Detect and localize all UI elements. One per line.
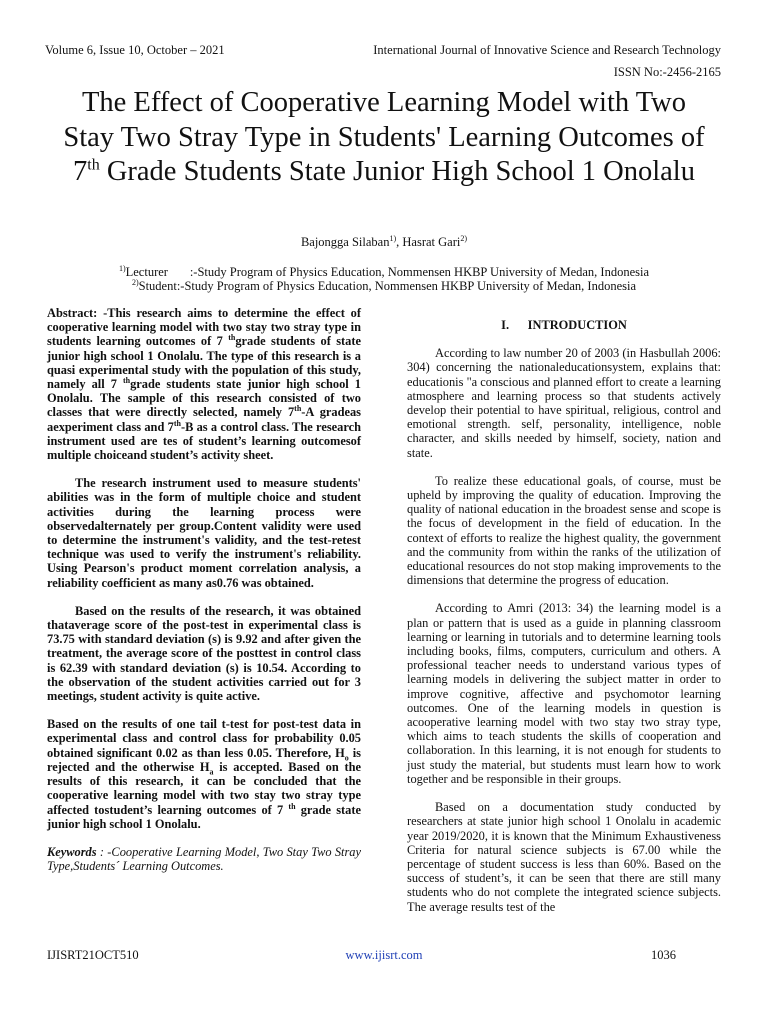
introduction-column — [407, 318, 721, 914]
abstract-paragraph-3: Based on the results of the research, it was obtained thataverage score of the post-test in experimental class is 73.75 with standard deviation (s) is 9.92 and after given the treatment, the average score of the posttest in control class is 62.39 with standard deviation (s) is 10.54. According to the observation of the student activities carried out for 3 meetings, student activity is quite active. — [47, 603, 361, 704]
superscript: th — [173, 418, 181, 428]
affiliation-1-mark: 1) — [118, 264, 126, 273]
superscript: th — [288, 801, 296, 811]
abstract-text: grade students state junior high school 1 Onolalu. The sample of this research consisted of two classes that were directly selected, namely 7 — [47, 377, 361, 420]
authors — [0, 234, 768, 250]
abstract-text: grade state junior high school 1 Onolalu. — [47, 802, 361, 831]
author-1-mark: 1) — [389, 234, 397, 243]
abstract-text: grade students of state junior high school 1 Onolalu. The type of this research is a quasi experimental study with the population of this study, namely all 7 — [47, 334, 361, 392]
journal-volume: Volume 6, Issue 10, October – 2021 — [45, 43, 225, 57]
journal-name: International Journal of Innovative Science and Research Technology — [373, 43, 721, 57]
author-separator: , — [396, 235, 403, 250]
paper-id: IJISRT21OCT510 — [47, 948, 139, 962]
page-number: 1036 — [651, 948, 676, 962]
abstract-text: is accepted. Based on the results of this research, it can be concluded that the cooperative learning model with two stay two stray type affected tostudent’s learning outcomes of 7 — [47, 759, 361, 817]
abstract-text: -B as a control class. The research instrument used are tes of student’s learning outcomesof multiple choiceand student’s activity sheet. — [47, 419, 361, 463]
superscript: th — [228, 333, 236, 343]
superscript: th — [122, 375, 131, 385]
intro-paragraph-4: Based on a documentation study conducted by researchers at state junior high school 1 Onolalu in academic year 2019/2020, it is known that the Minimum Exhaustiveness Criteria for natural science subjects is 67.00 while the percentage of student success is less than 60%. Based on the success of student’s, it can be seen that there are still many students who do not complete the integrated science subjects. The average results test of the — [407, 800, 721, 914]
abstract-text: Abstract: -This research aims to determine the effect of cooperative learning model with two stay two stray type in students learning outcomes of 7 — [47, 306, 361, 349]
title-superscript: th — [87, 156, 100, 174]
affiliation-1-text: Lecturer :-Study Program of Physics Education, Nommensen HKBP University of Medan, Indonesia — [125, 265, 650, 280]
abstract-text: Based on the results of one tail t-test for post-test data in experimental class and control class for probability 0.05 obtained significant 0.02 as than less 0.05. Therefore, H — [47, 717, 361, 760]
issn: ISSN No:-2456-2165 — [613, 65, 721, 79]
author-2: Hasrat Gari — [402, 235, 461, 250]
abstract-text: -A gradeas aexperiment class and 7 — [47, 405, 361, 434]
abstract-paragraph-2: The research instrument used to measure students' abilities was in the form of multiple choice and student activities during the learning process were observedalternately per group.Content validity were used to determine the instrument's validity, and the test-retest technique was used to verify the instrument's reliability. Using Pearson's product moment correlation analysis, a reliability coefficient as many as0.76 was obtained. — [47, 476, 361, 590]
abstract-column — [47, 306, 361, 873]
affiliation-2 — [0, 276, 768, 293]
subscript: a — [209, 767, 214, 777]
section-heading: I. INTRODUCTION — [501, 318, 627, 332]
abstract-text: is rejected and the otherwise H — [47, 745, 361, 774]
superscript: th — [294, 404, 302, 414]
title-part-1: The Effect of Cooperative Learning Model with Two Stay Two Stray Type in Students' Learning Outcomes of 7 — [63, 87, 705, 187]
keywords — [47, 845, 361, 873]
paper-title — [60, 86, 708, 190]
keywords-label: Keywords — [47, 844, 97, 859]
abstract-paragraph-4 — [47, 717, 361, 831]
intro-paragraph-1: According to law number 20 of 2003 (in Hasbullah 2006: 304) concerning the nationaleducationsystem, explains that: educationis "a conscious and planned effort to create a learning atmosphere and learning process so that students actively develop their potential to have spiritual, religious, control and emotional strength. self, personality, intelligence, noble character, and skills needed by himself, society, nation and state. — [407, 346, 721, 460]
journal-website-link[interactable]: www.ijisrt.com — [345, 948, 423, 962]
intro-paragraph-3: According to Amri (2013: 34) the learning model is a plan or pattern that is used as a guide in planning classroom learning or learning in tutorials and to determine learning tools including books, films, computers, curriculum and others. A professional teacher needs to understand various types of learning models in delivering the subject matter in order to improve cognitive, affective and psychomotor learning outcomes. One of the learning models in question is acooperative learning model with two stay two stray type, which aims to teach students the skills of cooperation and collaboration. In this learning, it is not enough for students to just study the material, but students must learn how to work together and be responsible in their groups. — [407, 601, 721, 786]
affiliation-2-mark: 2) — [131, 278, 139, 287]
author-1: Bajongga Silaban — [300, 235, 390, 250]
subscript: o — [344, 753, 349, 763]
abstract-paragraph-1 — [47, 306, 361, 462]
intro-paragraph-2: To realize these educational goals, of course, must be upheld by improving the quality of education. Improving the quality of national education in the broadest sense and scope is the focus of development in the field of education. In the context of efforts to realize the highest quality, the government and the community from within the ranks of the utilization of educational resources do not stop making improvements to the dimensions that determine the progress of education. — [407, 473, 721, 588]
affiliation-2-text: Student:-Study Program of Physics Education, Nommensen HKBP University of Medan, Indonesia — [138, 279, 637, 294]
keywords-text: : -Cooperative Learning Model, Two Stay Two Stray Type,Students´ Learning Outcomes. — [47, 844, 361, 874]
author-2-mark: 2) — [460, 234, 468, 243]
title-part-2: Grade Students State Junior High School 1 Onolalu — [99, 156, 695, 187]
